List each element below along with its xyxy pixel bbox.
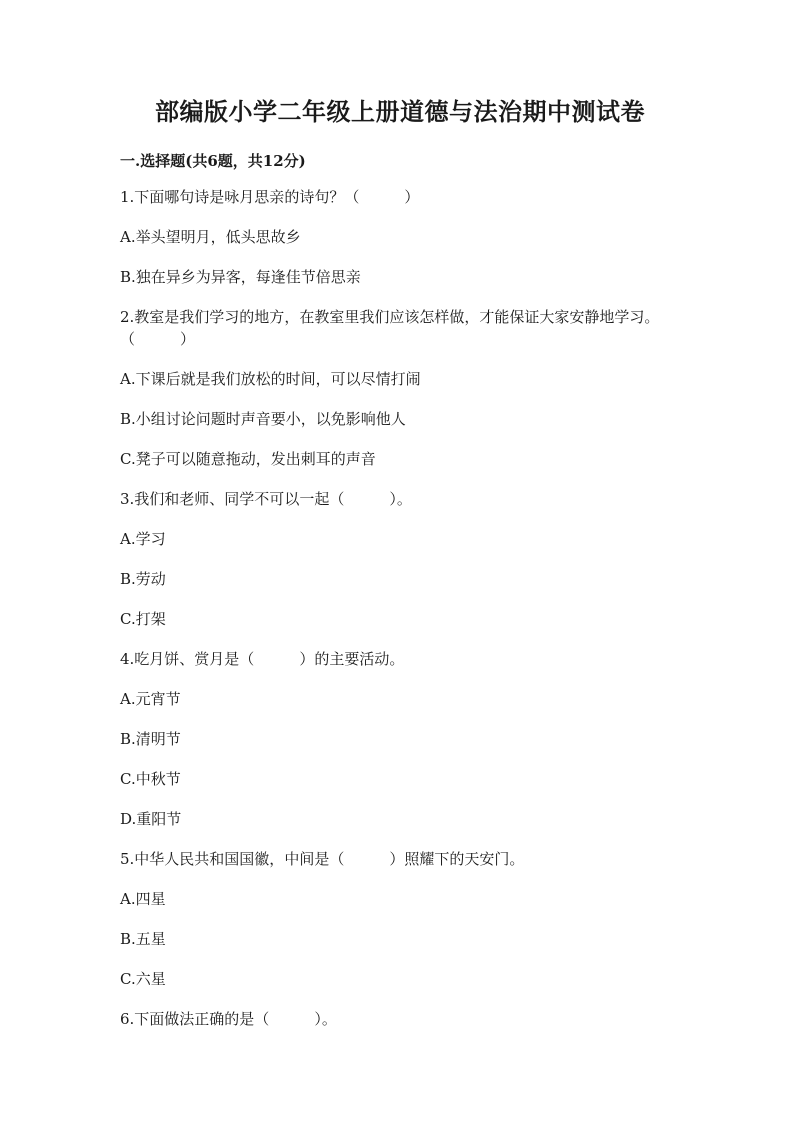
option-item: C.六星 xyxy=(120,970,166,988)
page-title: 部编版小学二年级上册道德与法治期中测试卷 xyxy=(155,97,645,126)
option-item: C.打架 xyxy=(120,610,166,628)
option-item: A.举头望明月，低头思故乡 xyxy=(120,228,301,246)
question-stem: 3.我们和老师、同学不可以一起（ ）。 xyxy=(120,490,412,508)
question-stem: 1.下面哪句诗是咏月思亲的诗句？（ ） xyxy=(120,188,420,206)
section-heading: 一.选择题(共6题，共12分) xyxy=(120,152,306,170)
option-item: B.五星 xyxy=(120,930,166,948)
question-stem: 4.吃月饼、赏月是（ ）的主要活动。 xyxy=(120,650,405,668)
option-item: A.元宵节 xyxy=(120,690,181,708)
question-list xyxy=(120,186,685,1048)
question-stem: 6.下面做法正确的是（ ）。 xyxy=(120,1010,337,1028)
option-item: D.重阳节 xyxy=(120,810,182,828)
option-item: A.下课后就是我们放松的时间，可以尽情打闹 xyxy=(120,370,421,388)
option-item: A.四星 xyxy=(120,890,166,908)
option-item: A.学习 xyxy=(120,530,166,548)
option-item: B.独在异乡为异客，每逢佳节倍思亲 xyxy=(120,268,361,286)
question-stem: 2.教室是我们学习的地方，在教室里我们应该怎样做，才能保证大家安静地学习。（ ） xyxy=(120,308,660,348)
option-item: C.凳子可以随意拖动，发出刺耳的声音 xyxy=(120,450,376,468)
option-item: B.小组讨论问题时声音要小，以免影响他人 xyxy=(120,410,406,428)
option-item: C.中秋节 xyxy=(120,770,181,788)
question-stem: 5.中华人民共和国国徽，中间是（ ）照耀下的天安门。 xyxy=(120,850,525,868)
option-item: B.清明节 xyxy=(120,730,181,748)
option-item: B.劳动 xyxy=(120,570,166,588)
